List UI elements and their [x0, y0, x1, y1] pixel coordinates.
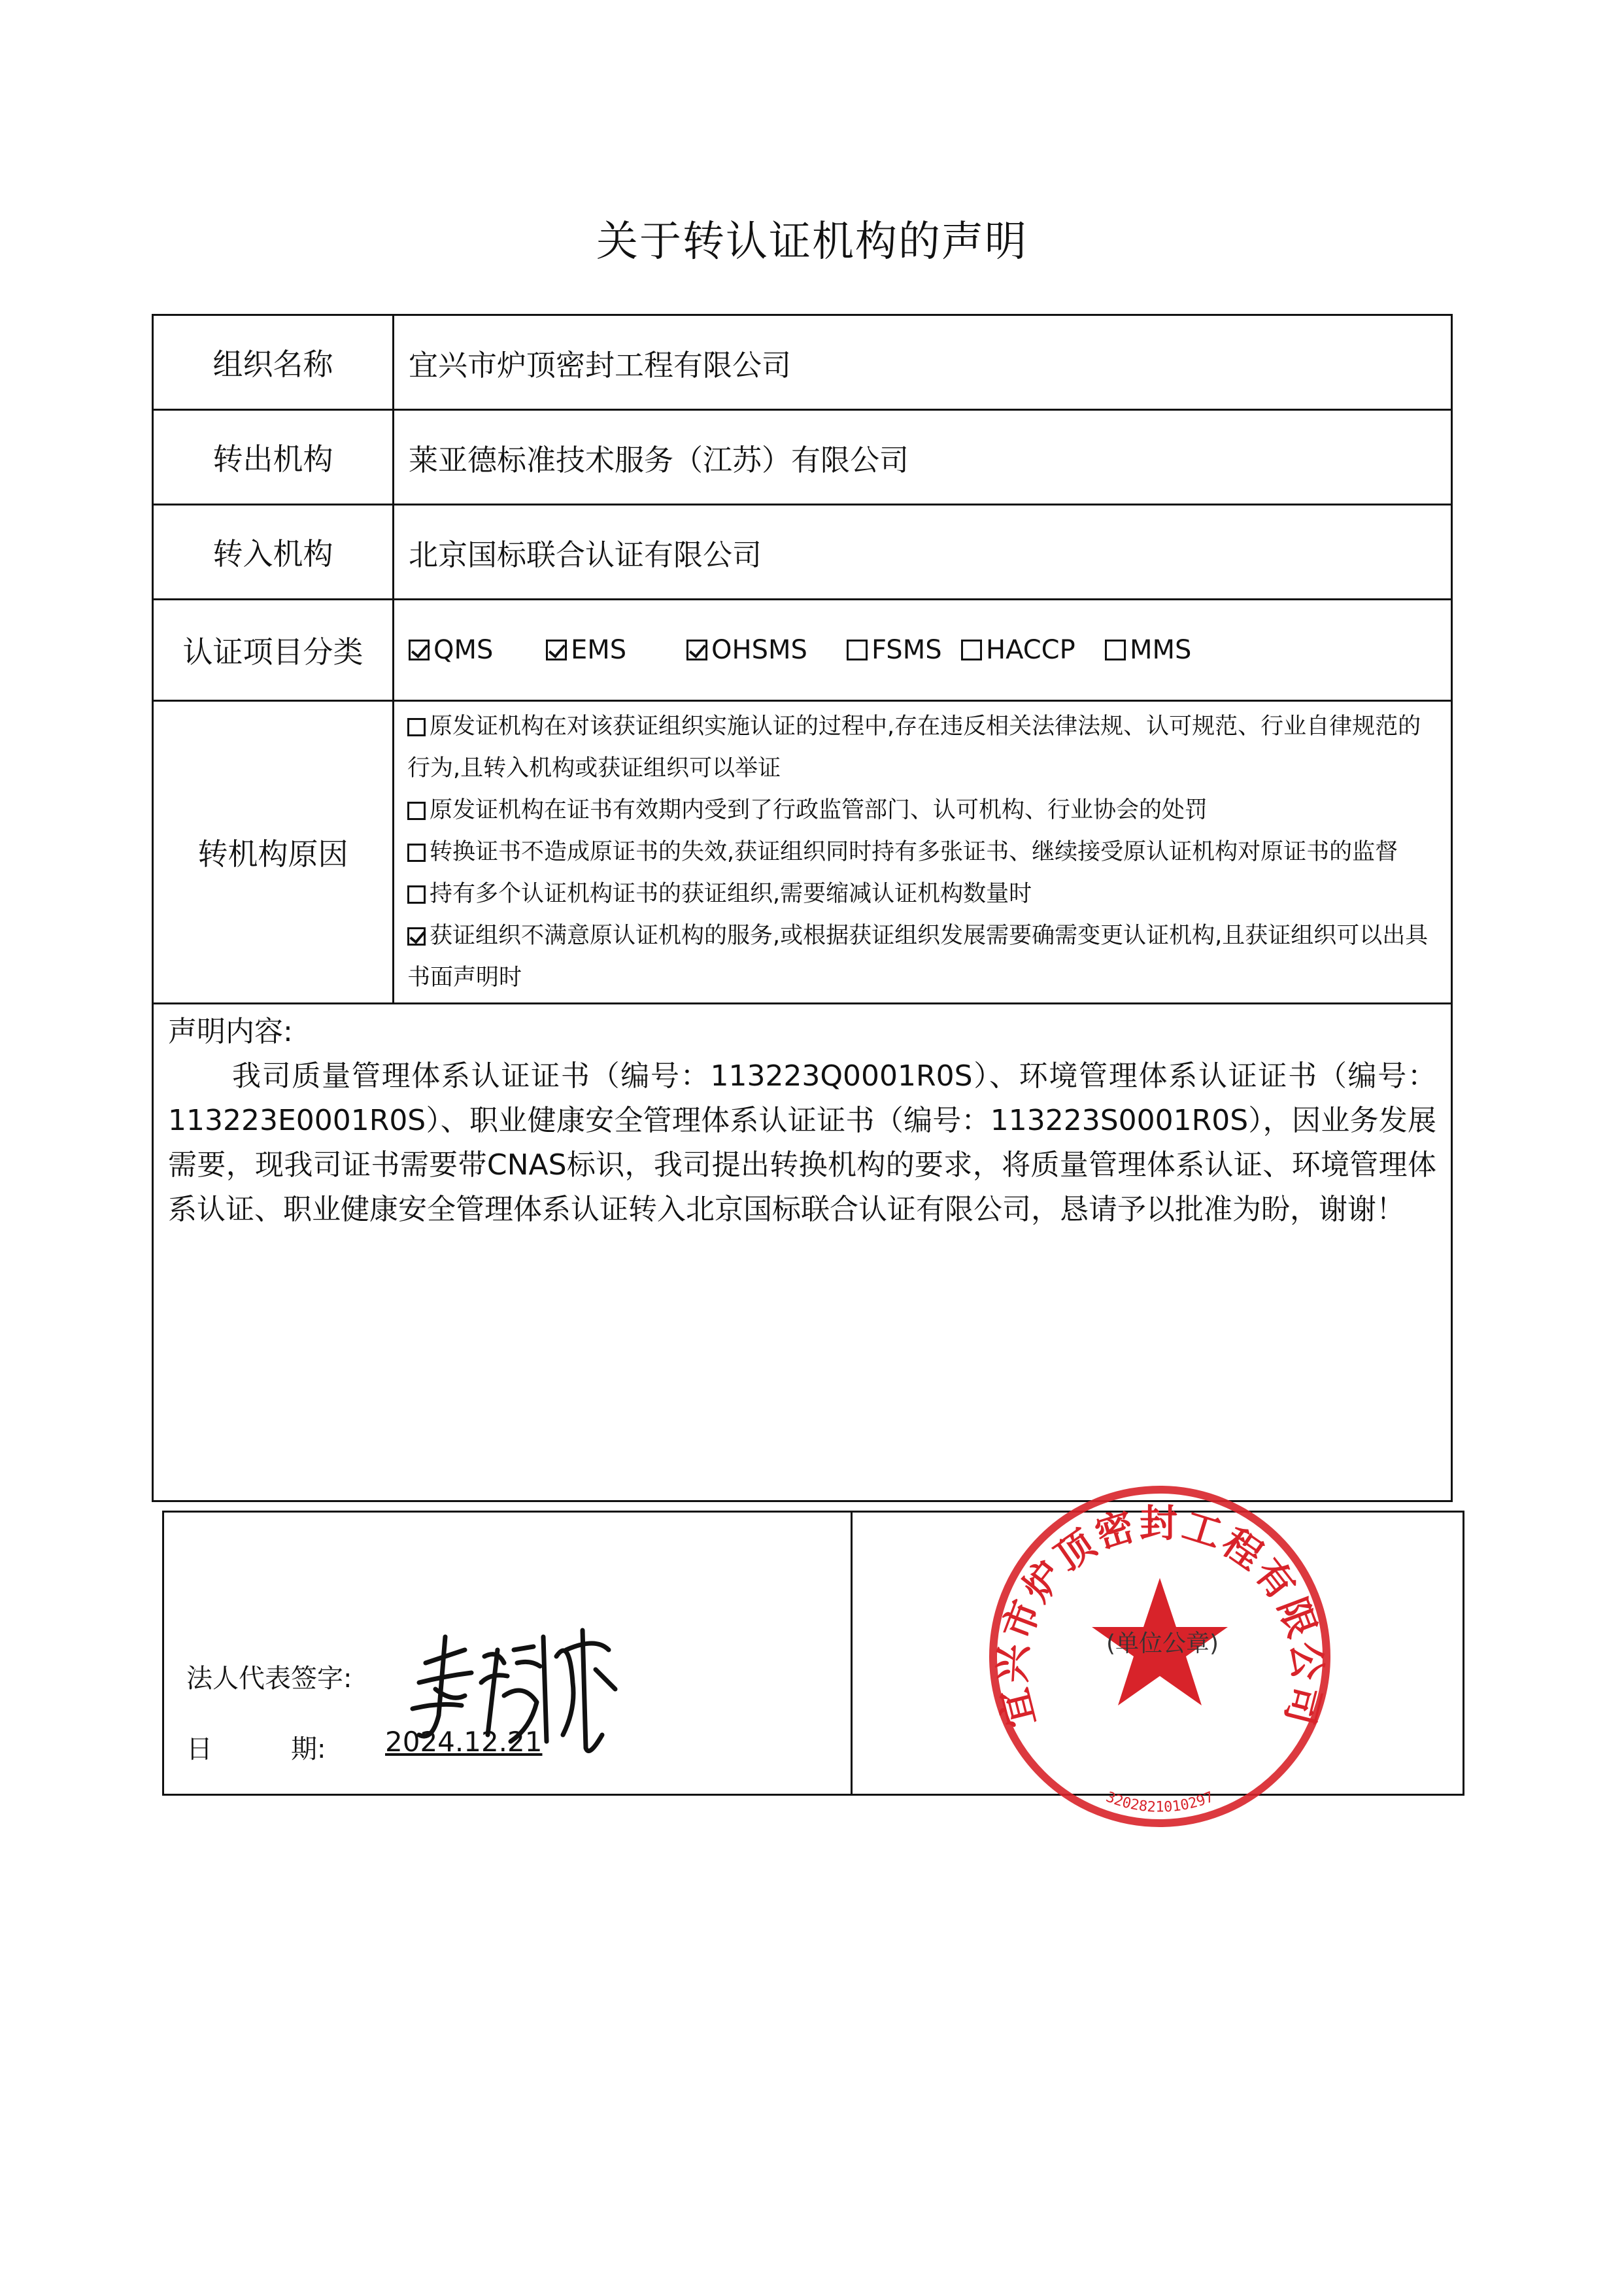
value-out-org: 莱亚德标准技术服务（江苏）有限公司: [394, 410, 1452, 505]
reason-text: 转换证书不造成原证书的失效,获证组织同时持有多张证书、继续接受原认证机构对原证书的监督: [430, 839, 1398, 865]
label-out-org: 转出机构: [153, 410, 394, 505]
category-options: [394, 600, 1452, 701]
reason-list: [394, 701, 1452, 1004]
option-label: HACCP: [986, 635, 1075, 665]
label-in-org: 转入机构: [153, 505, 394, 600]
reason-item: [407, 789, 1438, 831]
label-reasons: 转机构原因: [153, 701, 394, 1004]
date-label: 日 期:: [186, 1734, 326, 1764]
label-category: 认证项目分类: [153, 600, 394, 701]
option-label: FSMS: [871, 635, 942, 665]
checkbox[interactable]: [407, 718, 426, 736]
sign-section: [162, 1501, 1464, 1816]
row-statement: [153, 1004, 1452, 1501]
value-org-name: 宜兴市炉顶密封工程有限公司: [394, 315, 1452, 410]
checkbox[interactable]: [409, 640, 430, 660]
checkbox[interactable]: [1105, 640, 1126, 660]
statement-title: 声明内容:: [168, 1015, 293, 1048]
declaration-form: [152, 314, 1453, 1502]
row-category: [153, 600, 1452, 701]
label-org-name: 组织名称: [153, 315, 394, 410]
reason-item: [407, 915, 1438, 999]
reason-item: [407, 873, 1438, 915]
seal-cell: [852, 1501, 1464, 1816]
option-label: EMS: [571, 635, 627, 665]
value-in-org: 北京国标联合认证有限公司: [394, 505, 1452, 600]
row-org-name: [153, 315, 1452, 410]
document-title: 关于转认证机构的声明: [596, 218, 1028, 266]
reason-item: [407, 706, 1438, 789]
row-in-org: [153, 505, 1452, 600]
reason-text: 持有多个认证机构证书的获证组织,需要缩减认证机构数量时: [430, 881, 1032, 907]
option-label: MMS: [1130, 635, 1192, 665]
option-ohsms[interactable]: [686, 635, 847, 665]
signature-cell: [163, 1512, 852, 1795]
seal-ring-text: 宜兴市炉顶密封工程有限公司: [989, 1501, 1330, 1732]
statement-body: 我司质量管理体系认证证书（编号：113223Q0001R0S）、环境管理体系认证证书（编号：113223E0001R0S）、职业健康安全管理体系认证证书（编号：113223S0001R0S），因业务发展需要，现我司证书需要带CNAS标识，我司提出转换机构的要求，将质量管理体系认证、环境管理体系认证、职业健康安全管理体系认证转入北京国标联合认证有限公司，恳请予以批准为盼，谢谢！: [168, 1059, 1436, 1226]
checkbox[interactable]: [686, 640, 707, 660]
reason-item: [407, 831, 1438, 873]
checkbox[interactable]: [407, 802, 426, 820]
signature-label: 法人代表签字:: [186, 1664, 352, 1694]
option-fsms[interactable]: [847, 635, 961, 665]
option-label: QMS: [433, 635, 494, 665]
checkbox[interactable]: [546, 640, 567, 660]
checkbox[interactable]: [407, 844, 426, 862]
option-qms[interactable]: [409, 635, 546, 665]
checkbox[interactable]: [961, 640, 982, 660]
checkbox[interactable]: [407, 885, 426, 904]
reason-text: 获证组织不满意原认证机构的服务,或根据获证组织发展需要确需变更认证机构,且获证组织可以出具书面声明时: [407, 923, 1429, 991]
option-ems[interactable]: [546, 635, 686, 665]
option-label: OHSMS: [711, 635, 807, 665]
reason-text: 原发证机构在对该获证组织实施认证的过程中,存在违反相关法律法规、认可规范、行业自律规范的行为,且转入机构或获证组织可以举证: [407, 713, 1421, 781]
row-out-org: [153, 410, 1452, 505]
option-haccp[interactable]: [961, 635, 1105, 665]
date-value: 2024.12.21: [385, 1726, 543, 1758]
seal-label: (单位公章): [1106, 1630, 1219, 1657]
option-mms[interactable]: [1105, 635, 1191, 665]
statement-cell: [153, 1004, 1452, 1501]
row-reasons: [153, 701, 1452, 1004]
checkbox[interactable]: [847, 640, 868, 660]
reason-text: 原发证机构在证书有效期内受到了行政监管部门、认可机构、行业协会的处罚: [430, 797, 1208, 823]
seal-number: 3202821010297: [1103, 1789, 1217, 1816]
checkbox[interactable]: [407, 927, 426, 946]
